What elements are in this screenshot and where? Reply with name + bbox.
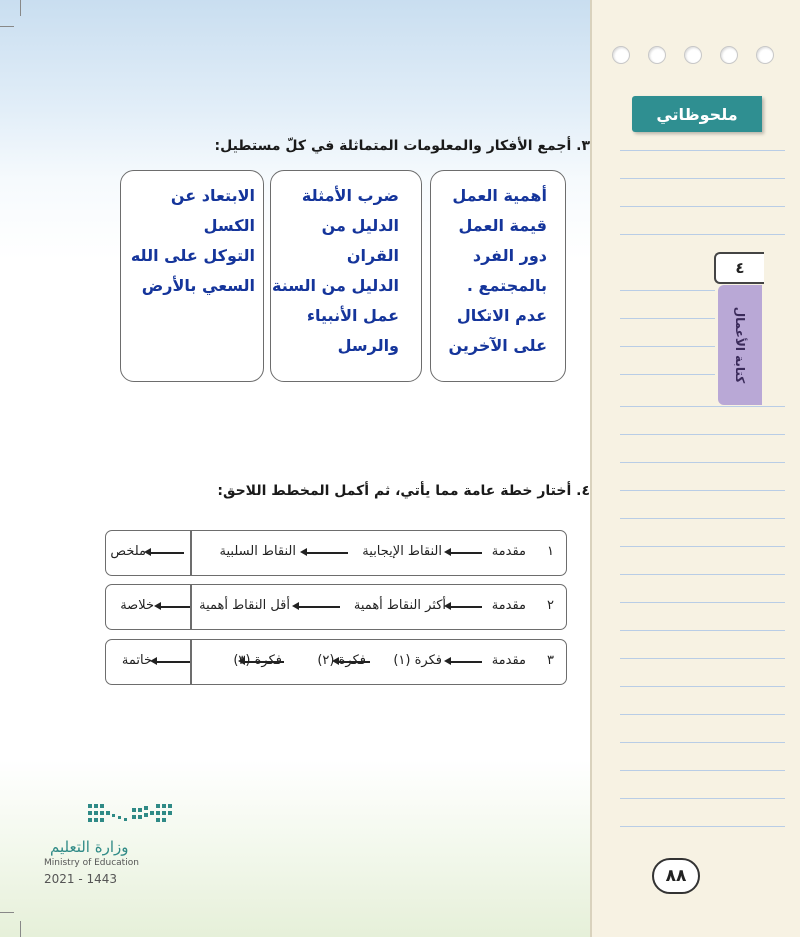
answer-line: على الآخرين: [448, 336, 547, 355]
answer-box-right: [430, 170, 566, 382]
plan-point-b: فكرة (٢): [317, 653, 366, 668]
plan-end: خلاصة: [120, 598, 154, 613]
answer-line: السعي بالأرض: [141, 276, 255, 295]
answer-line: أهمية العمل: [452, 186, 547, 205]
arrow-icon: [156, 661, 190, 663]
note-line: [620, 742, 785, 743]
row-divider: [190, 531, 192, 575]
plan-point-b: النقاط السلبية: [219, 544, 296, 559]
binder-hole: [756, 46, 774, 64]
answer-line: الدليل من السنة: [271, 276, 399, 295]
note-line: [620, 346, 715, 347]
plan-point-c: فكرة (٣): [233, 653, 282, 668]
binder-hole: [720, 46, 738, 64]
unit-title: كتابة الأعمال: [733, 306, 747, 384]
note-line: [620, 150, 785, 151]
note-line: [620, 658, 785, 659]
arrow-icon: [298, 606, 340, 608]
note-line: [620, 546, 785, 547]
answer-line: الابتعاد عن الكسل: [170, 186, 255, 235]
note-line: [620, 178, 785, 179]
plan-point-a: أكثر النقاط أهمية: [353, 598, 446, 613]
plan-intro: مقدمة: [491, 598, 526, 613]
crop-mark: [0, 912, 14, 913]
note-line: [620, 318, 715, 319]
ministry-name-english: Ministry of Education: [44, 858, 139, 868]
edition-year: 2021 - 1443: [44, 872, 118, 886]
note-line: [620, 490, 785, 491]
answer-line: دور الفرد: [472, 246, 547, 265]
note-line: [620, 518, 785, 519]
row-divider: [190, 585, 192, 629]
note-line: [620, 770, 785, 771]
crop-mark: [20, 921, 21, 937]
notes-column: [590, 0, 800, 937]
answer-line: والرسل: [337, 336, 399, 355]
row-divider: [190, 640, 192, 684]
answer-box-left-text: [121, 181, 255, 301]
plan-row-3: [105, 639, 567, 685]
answer-box-left: [120, 170, 264, 382]
crop-mark: [20, 0, 21, 16]
note-line: [620, 374, 715, 375]
answer-line: قيمة العمل: [458, 216, 547, 235]
plan-end: ملخص: [110, 544, 146, 559]
arrow-icon: [450, 606, 482, 608]
plan-intro: مقدمة: [491, 653, 526, 668]
page-number: ٨٨: [652, 858, 700, 894]
binder-hole: [684, 46, 702, 64]
answer-line: ضرب الأمثلة: [301, 186, 399, 205]
question-4-title: ٤. أختار خطة عامة مما يأتي، ثم أكمل المخطط اللاحق:: [217, 483, 590, 499]
answer-line: عدم الاتكال: [456, 306, 547, 325]
plan-end: خاتمة: [121, 653, 152, 668]
ministry-name-arabic: وزارة التعليم: [50, 838, 129, 856]
binder-hole: [648, 46, 666, 64]
note-line: [620, 798, 785, 799]
plan-row-2: [105, 584, 567, 630]
note-line: [620, 434, 785, 435]
note-line: [620, 686, 785, 687]
answer-line: الدليل من القران: [321, 216, 399, 265]
answer-box-right-text: [448, 181, 547, 361]
arrow-icon: [160, 606, 190, 608]
note-line: [620, 714, 785, 715]
note-line: [620, 234, 785, 235]
plan-number: ١: [547, 544, 554, 559]
binder-hole: [612, 46, 630, 64]
answer-box-middle-text: [271, 181, 399, 361]
answer-line: التوكل على الله: [130, 246, 255, 265]
answer-line: عمل الأنبياء: [306, 306, 399, 325]
plan-number: ٣: [547, 653, 554, 668]
arrow-icon: [450, 552, 482, 554]
question-3-title: ٣. أجمع الأفكار والمعلومات المتماثلة في كلّ مستطيل:: [214, 138, 590, 154]
unit-tab: [718, 285, 762, 405]
ministry-logo-icon: [86, 800, 176, 830]
note-line: [620, 406, 785, 407]
note-line: [620, 630, 785, 631]
plan-point-b: أقل النقاط أهمية: [199, 598, 290, 613]
arrow-icon: [306, 552, 348, 554]
plan-row-1: [105, 530, 567, 576]
plan-intro: مقدمة: [491, 544, 526, 559]
note-line: [620, 206, 785, 207]
note-line: [620, 462, 785, 463]
unit-number: ٤: [714, 252, 764, 284]
arrow-icon: [150, 552, 184, 554]
crop-mark: [0, 26, 14, 27]
answer-box-middle: [270, 170, 422, 382]
arrow-icon: [450, 661, 482, 663]
answer-line: بالمجتمع .: [466, 276, 547, 295]
note-line: [620, 290, 715, 291]
note-line: [620, 826, 785, 827]
plan-number: ٢: [547, 598, 554, 613]
note-line: [620, 602, 785, 603]
plan-point-a: النقاط الإيجابية: [362, 544, 442, 559]
notes-title: ملحوظاتي: [632, 96, 762, 132]
note-line: [620, 574, 785, 575]
plan-point-a: فكرة (١): [393, 653, 442, 668]
